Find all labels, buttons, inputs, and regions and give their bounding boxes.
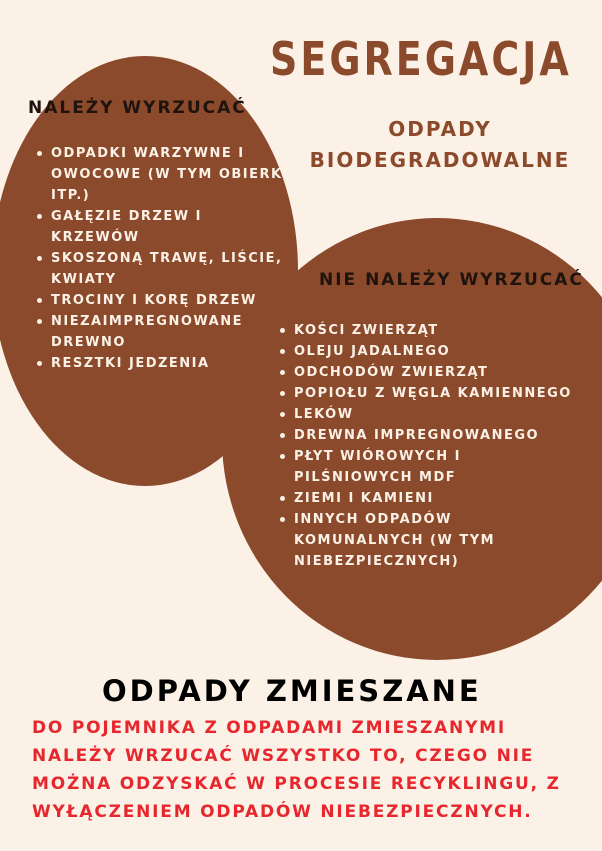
allowed-item: NIEZAIMPREGNOWANE DREWNO: [37, 311, 291, 353]
forbidden-item: ZIEMI I KAMIENI: [280, 488, 584, 509]
forbidden-item: OLEJU JADALNEGO: [280, 341, 584, 362]
forbidden-item: PŁYT WIÓROWYCH I PILŚNIOWYCH MDF: [280, 446, 584, 488]
allowed-item: TROCINY I KORĘ DRZEW: [37, 290, 291, 311]
forbidden-item: KOŚCI ZWIERZĄT: [280, 320, 584, 341]
subtitle-line-1: ODPADY: [388, 117, 492, 141]
forbidden-item: POPIOŁU Z WĘGLA KAMIENNEGO: [280, 383, 584, 404]
forbidden-item: DREWNA IMPREGNOWANEGO: [280, 425, 584, 446]
forbidden-item: ODCHODÓW ZWIERZĄT: [280, 362, 584, 383]
forbidden-item: INNYCH ODPADÓW KOMUNALNYCH (W TYM NIEBEZPIECZNYCH): [280, 509, 584, 572]
forbidden-item: LEKÓW: [280, 404, 584, 425]
allowed-heading: NALEŻY WYRZUCAĆ: [28, 98, 247, 118]
forbidden-heading: NIE NALEŻY WYRZUCAĆ: [319, 270, 584, 290]
mixed-waste-heading: ODPADY ZMIESZANE: [102, 674, 482, 708]
subtitle-line-2: BIODEGRADOWALNE: [309, 148, 571, 172]
poster-title: SEGREGACJA: [270, 32, 572, 87]
forbidden-list: [280, 320, 584, 572]
allowed-list: [37, 143, 291, 374]
allowed-item: SKOSZONĄ TRAWĘ, LIŚCIE, KWIATY: [37, 248, 291, 290]
allowed-item: ODPADKI WARZYWNE I OWOCOWE (W TYM OBIERKI ITP.): [37, 143, 291, 206]
allowed-item: RESZTKI JEDZENIA: [37, 353, 291, 374]
allowed-item: GAŁĘZIE DRZEW I KRZEWÓW: [37, 206, 291, 248]
poster-subtitle: [290, 114, 590, 176]
mixed-waste-description: DO POJEMNIKA Z ODPADAMI ZMIESZANYMI NALEŻY WRZUCAĆ WSZYSTKO TO, CZEGO NIE MOŻNA ODZYSKAĆ W PROCESIE RECYKLINGU, Z WYŁĄCZENIEM ODPADÓW NIEBEZPIECZNYCH.: [32, 718, 561, 822]
